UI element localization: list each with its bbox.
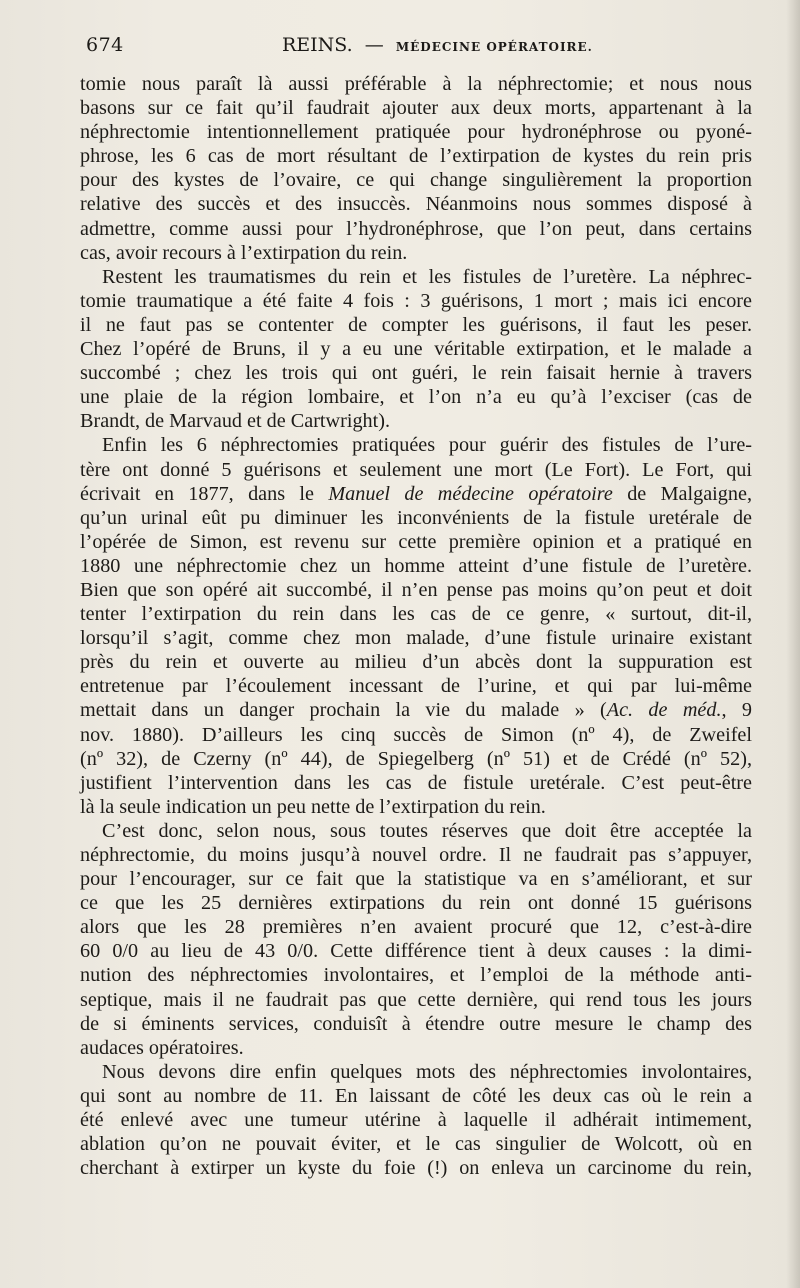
text-line: justifient l’intervention dans les cas de fistule uretérale. C’est peut-être: [80, 771, 752, 794]
text-line: néphrectomie, du moins jusqu’à nouvel ordre. Il ne faudrait pas s’appuyer,: [80, 844, 752, 866]
text-line: audaces opératoires.: [80, 1036, 244, 1059]
text-segment: , 9: [721, 699, 752, 722]
text-line: cas, avoir recours à l’extirpation du rein.: [80, 241, 408, 264]
text-line: septique, mais il ne faudrait pas que cette dernière, qui rend tous les jours: [80, 988, 752, 1011]
text-segment: de Malgaigne,: [612, 482, 752, 505]
text-line: alors que les 28 premières n’en avaient procuré que 12, c’est-à-dire: [80, 916, 752, 939]
text-line: ce que les 25 dernières extirpations du rein ont donné 15 guérisons: [80, 892, 752, 915]
body-text: [80, 72, 752, 1180]
running-head-separator: —: [364, 34, 384, 56]
text-line: admettre, comme aussi pour l’hydronéphrose, que l’on peut, dans certains: [80, 217, 752, 240]
text-line: Nous devons dire enfin quelques mots des néphrectomies involontaires,: [102, 1060, 752, 1083]
italic-title: Ac. de méd.: [606, 699, 722, 722]
running-head-main: REINS.: [282, 34, 353, 56]
page-number: 674: [86, 34, 124, 56]
text-line: de si éminents services, conduisît à étendre outre mesure le champ des: [80, 1012, 752, 1035]
text-line: basons sur ce fait qu’il faudrait ajouter aux deux morts, appartenant à la: [80, 97, 752, 120]
text-line: Enfin les 6 néphrectomies pratiquées pour guérir des fistules de l’ure-: [102, 434, 752, 457]
text-line: tomie nous paraît là aussi préférable à la néphrectomie; et nous nous: [80, 73, 752, 95]
text-line: cherchant à extirper un kyste du foie (!) on enleva un carcinome du rein,: [80, 1157, 752, 1180]
running-head-subtitle: MÉDECINE OPÉRATOIRE.: [395, 40, 593, 54]
text-line: [80, 482, 752, 506]
text-line: pour l’encourager, sur ce fait que la statistique va en s’améliorant, et sur: [80, 868, 752, 891]
text-line: été enlevé avec une tumeur utérine à laquelle il adhérait intimement,: [80, 1109, 752, 1132]
page-edge-shadow: [786, 0, 800, 1288]
text-line: entretenue par l’écoulement incessant de l’urine, et qui par lui-même: [80, 675, 752, 698]
italic-title: Manuel de médecine opératoire: [328, 482, 613, 505]
text-line: ablation qu’on ne pouvait éviter, et le cas singulier de Wolcott, où en: [80, 1133, 752, 1156]
text-line: Bien que son opéré ait succombé, il n’en pense pas moins qu’on peut et doit: [80, 578, 752, 601]
text-line: Brandt, de Marvaud et de Cartwright).: [80, 410, 391, 433]
text-line: nov. 1880). D’ailleurs les cinq succès de Simon (nº 4), de Zweifel: [80, 723, 752, 746]
text-line: tenter l’extirpation du rein dans les cas de ce genre, « surtout, dit-il,: [80, 603, 752, 626]
text-line: tère ont donné 5 guérisons et seulement une mort (Le Fort). Le Fort, qui: [80, 458, 752, 481]
text-line: une plaie de la région lombaire, et l’on n’a eu qu’à l’exciser (cas de: [80, 386, 752, 409]
text-segment: écrivait en 1877, dans le: [80, 482, 329, 505]
text-line: tomie traumatique a été faite 4 fois : 3 guérisons, 1 mort ; mais ici encore: [80, 289, 752, 312]
text-line: qui sont au nombre de 11. En laissant de côté les deux cas où le rein a: [80, 1084, 752, 1107]
text-line: 60 0/0 au lieu de 43 0/0. Cette différence tient à deux causes : la dimi-: [80, 940, 752, 963]
text-line: succombé ; chez les trois qui ont guéri, le rein faisait hernie à travers: [80, 362, 752, 385]
text-line: là la seule indication un peu nette de l’extirpation du rein.: [80, 795, 546, 818]
text-line: [80, 698, 752, 722]
text-line: qu’un urinal eût pu diminuer les inconvénients de la fistule uretérale de: [80, 506, 752, 529]
text-line: près du rein et ouverte au milieu d’un abcès dont la suppuration est: [80, 651, 752, 674]
page-header: [86, 34, 750, 64]
text-line: C’est donc, selon nous, sous toutes réserves que doit être acceptée la: [102, 819, 752, 842]
text-line: l’opérée de Simon, est revenu sur cette première opinion et a pratiqué en: [80, 530, 752, 553]
text-line: phrose, les 6 cas de mort résultant de l’extirpation de kystes du rein pris: [80, 145, 752, 168]
text-line: pour des kystes de l’ovaire, ce qui change singulièrement la proportion: [80, 169, 752, 192]
text-line: (nº 32), de Czerny (nº 44), de Spiegelberg (nº 51) et de Crédé (nº 52),: [80, 747, 752, 770]
text-line: lorsqu’il s’agit, comme chez mon malade, d’une fistule urinaire existant: [80, 627, 752, 650]
text-line: 1880 une néphrectomie chez un homme atteint d’une fistule de l’uretère.: [80, 554, 752, 577]
text-line: Chez l’opéré de Bruns, il y a eu une véritable extirpation, et le malade a: [80, 338, 752, 361]
text-line: il ne faut pas se contenter de compter les guérisons, il faut les peser.: [80, 313, 752, 336]
text-line: nution des néphrectomies involontaires, et l’emploi de la méthode anti-: [80, 964, 752, 987]
text-segment: mettait dans un danger prochain la vie du malade » (: [80, 699, 607, 722]
running-head: [282, 34, 593, 56]
text-line: Restent les traumatismes du rein et les fistules de l’uretère. La néphrec-: [102, 265, 752, 288]
text-line: relative des succès et des insuccès. Néanmoins nous sommes disposé à: [80, 193, 752, 216]
text-line: néphrectomie intentionnellement pratiquée pour hydronéphrose ou pyoné-: [80, 121, 752, 144]
